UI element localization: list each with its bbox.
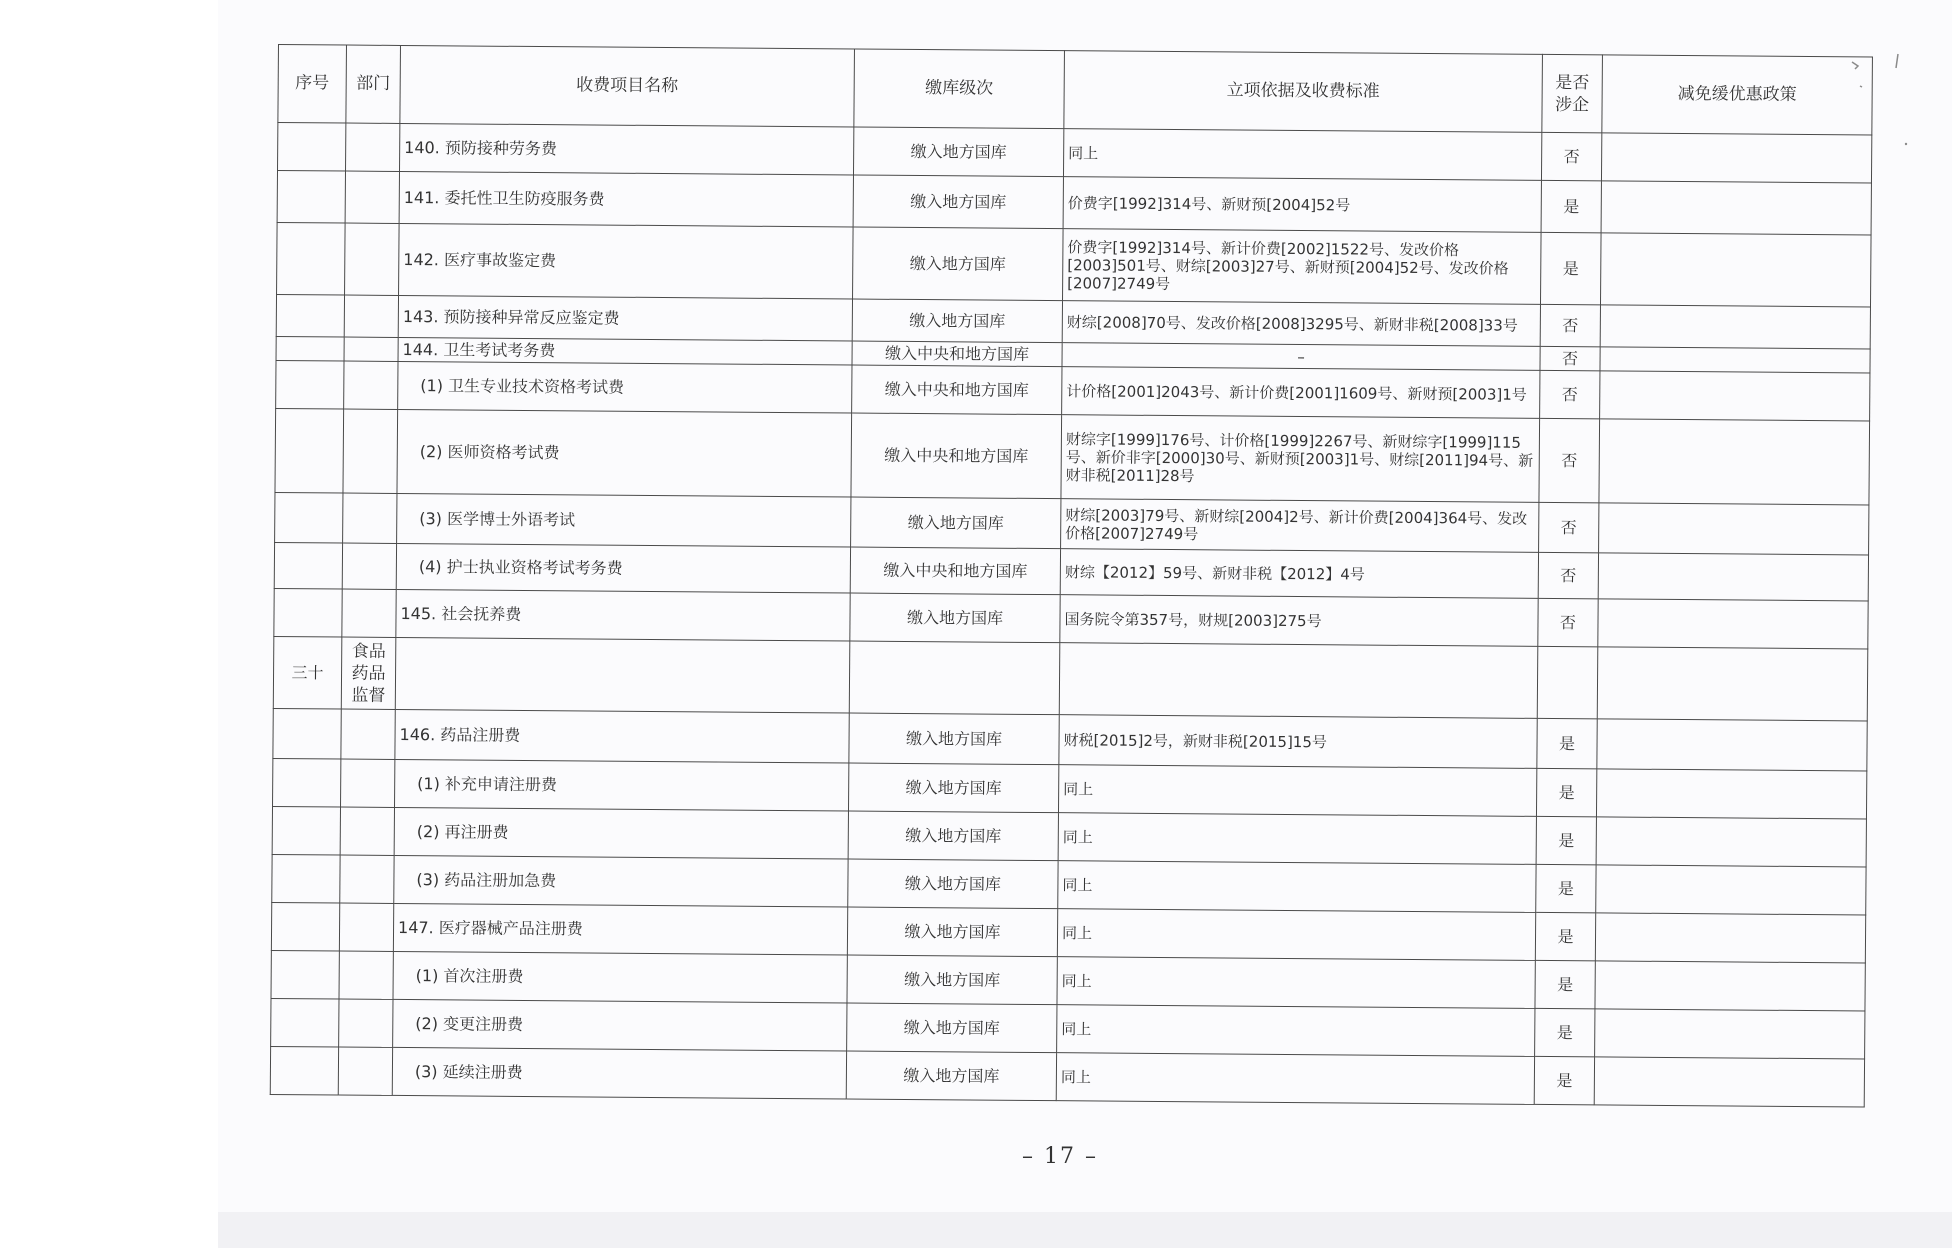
cell-name: (2) 医师资格考试费: [397, 409, 852, 497]
cell-seq: [271, 902, 339, 951]
cell-dept: [341, 759, 395, 807]
cell-name: (1) 卫生专业技术资格考试费: [398, 361, 852, 413]
cell-enterprise: 是: [1537, 718, 1597, 768]
cell-basis: 同上: [1056, 1053, 1534, 1105]
cell-basis: 国务院令第357号，财规[2003]275号: [1060, 595, 1538, 647]
cell-level: 缴入地方国库: [848, 763, 1058, 813]
cell-policy: [1596, 769, 1866, 819]
cell-enterprise: 否: [1538, 598, 1598, 646]
cell-level: 缴入地方国库: [852, 299, 1062, 343]
cell-basis: 财综[2003]79号、新财综[2004]2号、新计价费[2004]364号、发改价格[2007]2749号: [1061, 499, 1539, 553]
cell-dept: [344, 295, 398, 337]
cell-enterprise: 是: [1536, 816, 1596, 864]
cell-level: 缴入地方国库: [847, 1003, 1057, 1053]
cell-basis: 财综字[1999]176号、计价格[1999]2267号、新财综字[1999]115号、新价非字[2000]30号、新财预[2003]1号、财综[2011]94号、新财非税[2011]28号: [1061, 415, 1540, 503]
cell-dept: [339, 951, 393, 999]
cell-enterprise: 是: [1536, 768, 1596, 816]
cell-policy: [1598, 599, 1868, 649]
cell-dept: [344, 361, 398, 409]
cell-policy: [1600, 233, 1871, 307]
header-level: 缴库级次: [854, 49, 1065, 129]
cell-enterprise: 是: [1536, 864, 1596, 912]
cell-policy: [1600, 347, 1870, 373]
cell-name: 147. 医疗器械产品注册费: [393, 903, 847, 955]
cell-name: 140. 预防接种劳务费: [400, 123, 854, 175]
cell-policy: [1596, 817, 1866, 867]
cell-policy: [1601, 133, 1871, 183]
cell-level: 缴入中央和地方国库: [852, 341, 1062, 367]
cell-basis: 同上: [1063, 129, 1541, 181]
cell-name: 145. 社会抚养费: [396, 589, 850, 641]
cell-enterprise: 是: [1535, 912, 1595, 960]
table-row: [275, 408, 1870, 505]
cell-name: (4) 护士执业资格考试考务费: [396, 543, 850, 593]
cell-policy: [1595, 961, 1865, 1011]
cell-seq: [271, 998, 339, 1047]
cell-seq: [277, 171, 345, 224]
cell-name: (1) 首次注册费: [393, 951, 847, 1003]
cell-dept: [342, 589, 396, 637]
cell-name: (3) 药品注册加急费: [394, 855, 848, 907]
cell-policy: [1597, 647, 1868, 721]
cell-seq: [275, 408, 344, 493]
cell-dept: [344, 337, 398, 361]
cell-policy: [1595, 1009, 1865, 1059]
cell-level: 缴入中央和地方国库: [851, 413, 1062, 499]
cell-enterprise: 是: [1540, 232, 1601, 304]
cell-seq: [274, 542, 342, 589]
cell-dept: [339, 903, 393, 951]
cell-dept: [345, 171, 399, 223]
cell-enterprise: 是: [1541, 180, 1601, 232]
cell-level: 缴入地方国库: [850, 593, 1060, 643]
cell-level: 缴入地方国库: [847, 907, 1057, 957]
cell-seq: [274, 588, 342, 637]
section-seq: 三十: [273, 636, 342, 709]
cell-dept: [342, 543, 396, 589]
section-dept: 食品 药品 监督: [341, 637, 396, 709]
cell-seq: [275, 492, 343, 543]
cell-seq: [278, 123, 346, 172]
cell-enterprise: 否: [1540, 370, 1600, 418]
cell-dept: [341, 709, 395, 759]
cell-enterprise: 是: [1535, 1008, 1595, 1056]
cell-level: 缴入地方国库: [846, 1051, 1056, 1101]
cell-enterprise: [1537, 646, 1598, 718]
cell-policy: [1601, 181, 1871, 235]
cell-level: 缴入中央和地方国库: [850, 547, 1060, 595]
header-seq: 序号: [278, 45, 347, 124]
header-name: 收费项目名称: [400, 45, 855, 127]
cell-dept: [339, 999, 393, 1047]
cell-name: (3) 延续注册费: [392, 1047, 846, 1099]
cell-dept: [340, 807, 394, 855]
cell-seq: [273, 708, 341, 759]
cell-level: [849, 641, 1060, 715]
section-row: [273, 636, 1868, 721]
cell-level: 缴入地方国库: [849, 713, 1059, 765]
cell-basis: 计价格[2001]2043号、新计价费[2001]1609号、新财预[2003]1号: [1062, 367, 1540, 419]
cell-dept: [340, 855, 394, 903]
cell-name: (3) 医学博士外语考试: [397, 493, 851, 547]
cell-policy: [1596, 865, 1866, 915]
cell-basis: –: [1062, 343, 1540, 371]
scan-bottom-edge: [218, 1212, 1952, 1248]
cell-name: 143. 预防接种异常反应鉴定费: [398, 295, 852, 341]
cell-policy: [1600, 305, 1870, 349]
cell-enterprise: 否: [1540, 346, 1600, 370]
cell-basis: 财综[2008]70号、发改价格[2008]3295号、新财非税[2008]33号: [1062, 301, 1540, 347]
cell-enterprise: 否: [1539, 502, 1599, 552]
cell-name: (1) 补充申请注册费: [395, 759, 849, 811]
cell-dept: [338, 1047, 392, 1095]
header-enterprise: 是否 涉企: [1542, 54, 1603, 132]
cell-level: 缴入地方国库: [848, 859, 1058, 909]
header-policy: 减免缓优惠政策: [1602, 55, 1873, 135]
cell-policy: [1599, 419, 1870, 505]
cell-seq: [276, 360, 344, 409]
cell-enterprise: 否: [1541, 132, 1601, 180]
cell-enterprise: 是: [1535, 960, 1595, 1008]
cell-enterprise: 否: [1540, 304, 1600, 346]
cell-basis: 同上: [1058, 765, 1536, 817]
cell-policy: [1600, 371, 1870, 421]
fee-table: [270, 44, 1873, 1107]
table-header-row: [278, 45, 1873, 136]
cell-name: 146. 药品注册费: [395, 709, 849, 763]
cell-level: 缴入地方国库: [853, 227, 1064, 301]
scan-specks: [1840, 50, 1920, 150]
cell-basis: 财税[2015]2号，新财非税[2015]15号: [1059, 715, 1537, 769]
cell-level: 缴入地方国库: [848, 811, 1058, 861]
cell-level: 缴入地方国库: [847, 955, 1057, 1005]
cell-dept: [345, 223, 400, 295]
cell-policy: [1594, 1057, 1864, 1107]
cell-name: 141. 委托性卫生防疫服务费: [399, 171, 853, 227]
cell-name: (2) 再注册费: [394, 807, 848, 859]
cell-enterprise: 否: [1539, 418, 1600, 502]
cell-policy: [1595, 913, 1865, 963]
cell-enterprise: 是: [1534, 1056, 1594, 1104]
cell-name: (2) 变更注册费: [393, 999, 847, 1051]
cell-name: [395, 637, 850, 713]
fee-table-container: [270, 44, 1873, 1107]
cell-basis: 财综【2012】59号、新财非税【2012】4号: [1060, 549, 1538, 599]
cell-dept: [343, 493, 397, 543]
cell-enterprise: 否: [1538, 552, 1598, 598]
scan-left-margin: [0, 0, 218, 1248]
cell-level: 缴入地方国库: [851, 497, 1061, 549]
cell-basis: 同上: [1057, 957, 1535, 1009]
cell-policy: [1599, 503, 1869, 555]
cell-seq: [273, 758, 341, 807]
cell-basis: 价费字[1992]314号、新财预[2004]52号: [1063, 177, 1541, 233]
cell-basis: [1059, 643, 1538, 719]
page-number: – 17 –: [1022, 1144, 1098, 1169]
cell-level: 缴入地方国库: [853, 127, 1063, 177]
cell-basis: 同上: [1057, 1005, 1535, 1057]
cell-seq: [276, 294, 344, 337]
cell-basis: 同上: [1058, 861, 1536, 913]
cell-basis: 价费字[1992]314号、新计价费[2002]1522号、发改价格[2003]501号、财综[2003]27号、新财预[2004]52号、发改价格[2007]2749号: [1063, 229, 1542, 305]
cell-seq: [271, 950, 339, 999]
cell-seq: [272, 854, 340, 903]
cell-seq: [272, 806, 340, 855]
cell-policy: [1597, 719, 1867, 771]
cell-basis: 同上: [1057, 909, 1535, 961]
table-row: [277, 222, 1872, 307]
cell-level: 缴入中央和地方国库: [852, 365, 1062, 415]
cell-name: 142. 医疗事故鉴定费: [399, 223, 854, 299]
header-basis: 立项依据及收费标准: [1064, 51, 1543, 133]
cell-seq: [270, 1046, 338, 1095]
cell-seq: [276, 336, 344, 361]
cell-name: 144. 卫生考试考务费: [398, 337, 852, 365]
header-dept: 部门: [346, 45, 401, 123]
cell-level: 缴入地方国库: [853, 175, 1063, 229]
cell-dept: [343, 409, 398, 493]
cell-seq: [277, 222, 346, 295]
cell-dept: [346, 123, 400, 171]
cell-basis: 同上: [1058, 813, 1536, 865]
cell-policy: [1598, 553, 1868, 601]
